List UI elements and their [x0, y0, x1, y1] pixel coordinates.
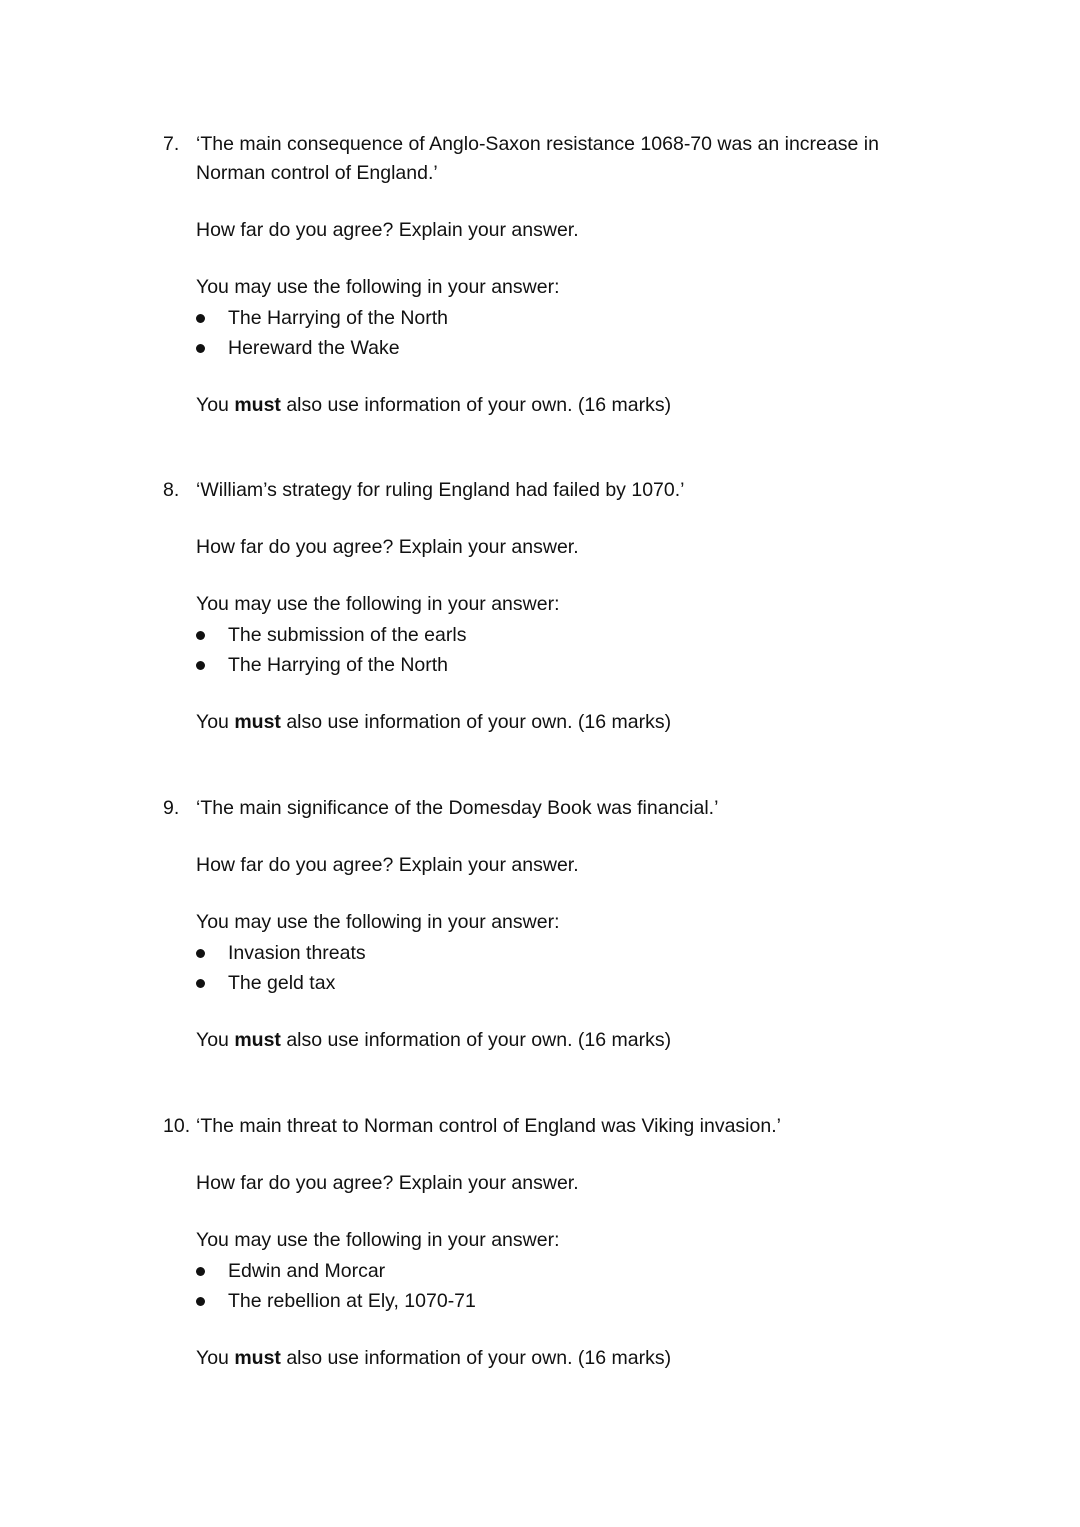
may-use-intro: You may use the following in your answer: — [196, 276, 560, 298]
bullet-icon — [163, 1256, 228, 1286]
question-statement: ‘The main significance of the Domesday Book was financial.’ — [196, 797, 719, 819]
must-instruction: You must also use information of your own. (16 marks) — [196, 1029, 672, 1051]
must-instruction: You must also use information of your own. (16 marks) — [196, 711, 672, 733]
may-use-intro: You may use the following in your answer: — [196, 1229, 560, 1251]
list-item: Edwin and Morcar — [163, 1256, 923, 1286]
bullet-icon — [163, 1286, 228, 1316]
list-item: The submission of the earls — [163, 620, 923, 650]
hint-list — [163, 938, 923, 998]
question-7 — [163, 130, 923, 420]
bullet-icon — [163, 303, 228, 333]
may-use-intro: You may use the following in your answer: — [196, 593, 560, 615]
question-number: 10. — [163, 1115, 191, 1137]
list-item: The Harrying of the North — [163, 303, 923, 333]
hint-list — [163, 620, 923, 680]
hint-list — [163, 303, 923, 363]
question-number: 8. — [163, 479, 180, 501]
question-statement: ‘The main consequence of Anglo-Saxon resistance 1068-70 was an increase in Norman control of England.’ — [196, 133, 879, 184]
question-prompt: How far do you agree? Explain your answer. — [196, 1172, 579, 1194]
bullet-icon — [163, 620, 228, 650]
question-number: 7. — [163, 133, 180, 155]
may-use-intro: You may use the following in your answer: — [196, 911, 560, 933]
bullet-icon — [163, 650, 228, 680]
question-prompt: How far do you agree? Explain your answer. — [196, 219, 579, 241]
bullet-icon — [163, 938, 228, 968]
hint-list — [163, 1256, 923, 1316]
list-item: Invasion threats — [163, 938, 923, 968]
question-statement: ‘William’s strategy for ruling England had failed by 1070.’ — [196, 479, 685, 501]
bullet-icon — [163, 968, 228, 998]
question-number: 9. — [163, 797, 180, 819]
list-item: The geld tax — [163, 968, 923, 998]
question-prompt: How far do you agree? Explain your answer. — [196, 536, 579, 558]
must-instruction: You must also use information of your own. (16 marks) — [196, 1347, 672, 1369]
question-9 — [163, 794, 923, 1055]
question-prompt: How far do you agree? Explain your answer. — [196, 854, 579, 876]
question-8 — [163, 476, 923, 737]
list-item: The rebellion at Ely, 1070-71 — [163, 1286, 923, 1316]
bullet-icon — [163, 333, 228, 363]
list-item: The Harrying of the North — [163, 650, 923, 680]
question-10 — [163, 1112, 923, 1373]
question-statement: ‘The main threat to Norman control of England was Viking invasion.’ — [196, 1115, 781, 1137]
must-instruction: You must also use information of your own. (16 marks) — [196, 394, 672, 416]
list-item: Hereward the Wake — [163, 333, 923, 363]
